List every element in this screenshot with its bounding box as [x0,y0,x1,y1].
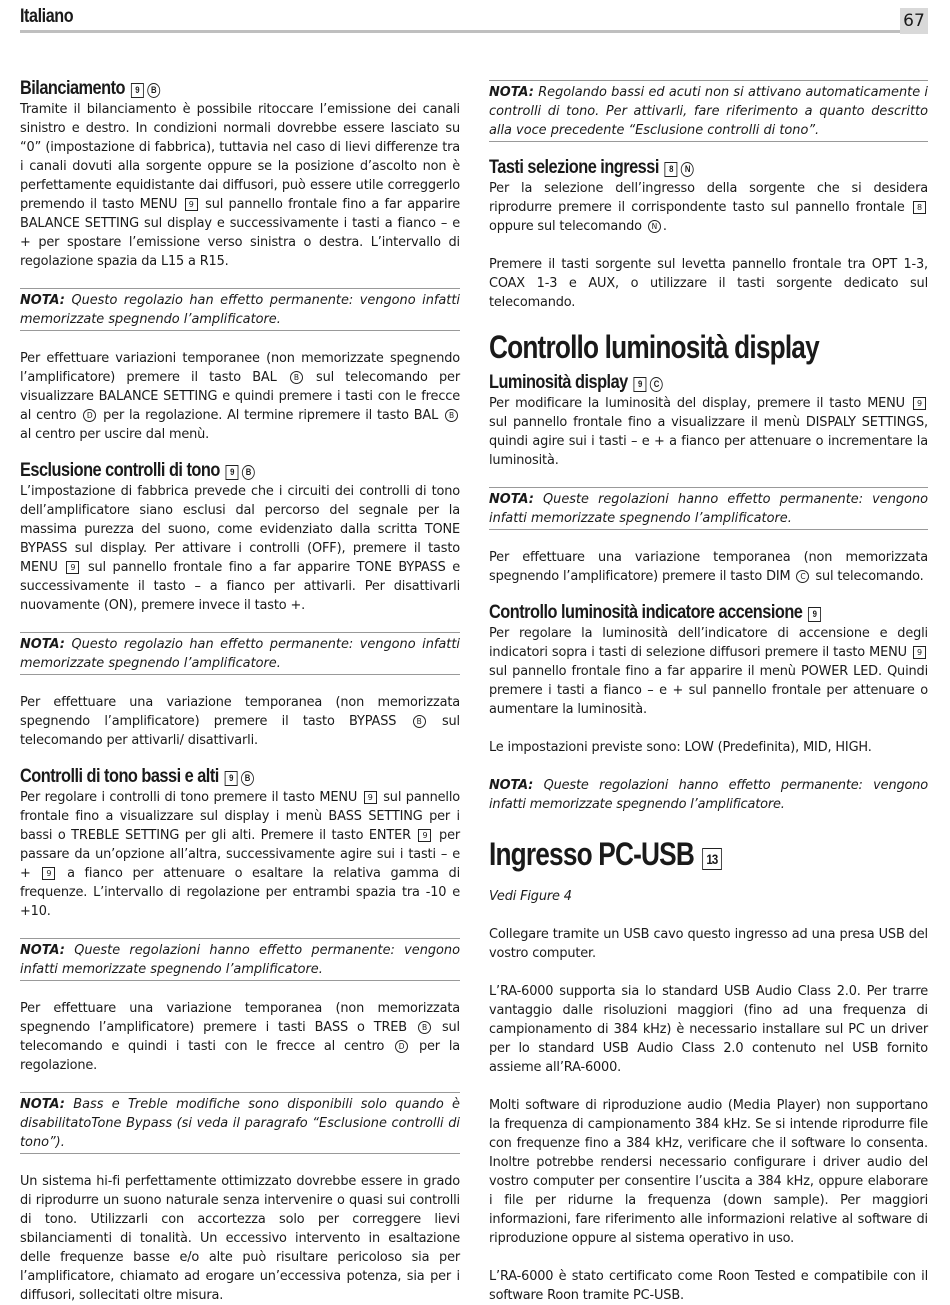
tone-bypass-temp-paragraph: Per effettuare una variazione temporanea (non memorizzata spegnendo l’amplificatore) premere il tasto BYPASS B sul telecomando per attivarli/ disattivarli. [20,695,460,748]
bass-treble-note-2: NOTA: Bass e Treble modifiche sono disponibili solo quando è disabilitatoTone Bypass (si veda il paragrafo “Esclusione controlli di tono”). [20,1092,460,1154]
ref-B: B [445,409,458,422]
hifi-paragraph: Un sistema hi-fi perfettamente ottimizzato dovrebbe essere in grado di riprodurre un suono naturale senza intervenire o quasi sui controlli di tono. Utilizzarli con accortezza solo per correggere lievi sbilanciamenti di tonalità. Un eccessivo intervento in esaltazione delle frequenze basse e/o alte può risultare pericoloso sia per l’amplificatore, chiamato ad erogare un’eccessiva potenza, sia per i diffusori, sollecitati oltre misura. [20,1174,460,1303]
power-indicator-note: NOTA: Queste regolazioni hanno effetto permanente: vengono infatti memorizzate spegnendo l’amplificatore. [489,778,928,812]
bass-treble-temp-paragraph: Per effettuare una variazione temporanea (non memorizzata spegnendo l’amplificatore) premere i tasti BASS o TREB B sul telecomando e quindi i tasti con le frecce al centro D per la regolazione. [20,1001,461,1073]
power-indicator-settings: Le impostazioni previste sono: LOW (Predefinita), MID, HIGH. [489,740,872,755]
usb-paragraph-3: Molti software di riproduzione audio (Media Player) non supportano la frequenza di campionamento 384 kHz. Se si intende riprodurre file con frequenze fino a 384 kHz, verificare che il software lo consenta. Inoltre potrebbe rendersi necessario configurare i driver audio del vostro computer per consentire l’uscita a 384 kHz, oppure elaborare i file per ridurne la frequenza (down sample). Per maggiori informazioni, fare riferimento alle informazioni relative al software di riproduzione oppure al sistema operativo in uso. [489,1098,928,1246]
tone-bypass-note: NOTA: Questo regolazio han effetto permanente: vengono infatti memorizzate spegnendo l’amplificatore. [20,632,460,675]
bass-treble-heading: Controlli di tono bassi e alti 9 B [20,766,398,788]
ref-9: 9 [185,198,198,211]
tone-activation-note: NOTA: Regolando bassi ed acuti non si attivano automaticamente i controlli di tono. Per attivarli, fare riferimento a quanto descritto alla voce precedente “Esclusione controlli di tono”. [489,80,928,142]
ref-B: B [418,1021,431,1034]
language-label: Italiano [20,6,74,27]
usb-paragraph-1: Collegare tramite un USB cavo questo ingresso ad una presa USB del vostro computer. [489,927,928,961]
input-select-heading: Tasti selezione ingressi 8 N [489,157,867,179]
ref-9: 9 [364,791,377,804]
ref-D: D [395,1040,408,1053]
header-rule [20,30,900,33]
ref-N: N [648,220,661,233]
ref-B: B [242,465,255,480]
display-brightness-paragraph: Per modificare la luminosità del display, premere il tasto MENU 9 sul pannello frontale fino a visualizzare il menù DISPALY SETTINGS, quindi agire sui i tasti – e + a fianco per attenuare o incrementare la luminosità. [489,396,928,468]
ref-B: B [290,371,303,384]
ref-D: D [83,409,96,422]
tone-bypass-heading: Esclusione controlli di tono 9 B [20,460,398,482]
input-select-paragraph: Per la selezione dell’ingresso della sorgente che si desidera riprodurre premere il corrispondente tasto sul pannello frontale 8 oppure sul telecomando N . [489,181,928,234]
right-column [489,78,928,1305]
power-indicator-paragraph: Per regolare la luminosità dell’indicatore di accensione e degli indicatori sopra i tasti di selezione diffusori premere il tasto MENU 9 sul pannello frontale fino a far apparire il menù POWER LED. Quindi premere i tasti a fianco – e + sul pannello frontale per attenuare o aumentare la luminosità. [489,626,928,717]
ref-9: 9 [131,83,144,98]
display-brightness-heading: Luminosità display 9 C [489,372,867,394]
ref-9: 9 [913,646,926,659]
ref-9: 9 [42,867,55,880]
ref-B: B [241,771,254,786]
ref-9: 9 [225,771,238,786]
balance-paragraph: Tramite il bilanciamento è possibile ritoccare l’emissione dei canali sinistro e destro. In condizioni normali dovrebbe essere lasciato su “0” (impostazione di fabbrica), tuttavia nel caso di lievi differenze tra i canali dovuti alla sorgente oppure se la posizione d’ascolto non è perfettamente equidistante dai diffusori, può essere utile correggerlo premendo il tasto MENU 9 sul pannello frontale fino a far apparire BALANCE SETTING sul display e successivamente i tasti a fianco – e + per spostare l’emissione verso sinistra o destra. L’intervallo di regolazione spazia da L15 a R15. [20,102,461,269]
ref-N: N [681,162,694,177]
balance-note: NOTA: Questo regolazio han effetto permanente: vengono infatti memorizzate spegnendo l’amplificatore. [20,288,460,331]
display-brightness-section-title: Controllo luminosità display [489,329,819,365]
ref-9: 9 [418,829,431,842]
ref-B: B [413,715,426,728]
usb-paragraph-4: L’RA-6000 è stato certificato come Roon Tested e compatibile con il software Roon tramite PC-USB. [489,1269,928,1303]
ref-9: 9 [913,397,926,410]
ref-8: 8 [665,162,678,177]
ref-9: 9 [633,377,646,392]
page-number: 67 [900,8,928,34]
display-brightness-note: NOTA: Queste regolazioni hanno effetto permanente: vengono infatti memorizzate spegnendo l’amplificatore. [489,487,928,530]
display-temp-paragraph: Per effettuare una variazione temporanea (non memorizzata spegnendo l’amplificatore) premere il tasto DIM C sul telecomando. [489,550,928,584]
bass-treble-note: NOTA: Queste regolazioni hanno effetto permanente: vengono infatti memorizzate spegnendo l’amplificatore. [20,938,460,981]
input-source-paragraph: Premere il tasti sorgente sul levetta pannello frontale tra OPT 1-3, COAX 1-3 e AUX, o utilizzare il tasti sorgente dedicato sul telecomando. [489,257,928,310]
bass-treble-paragraph: Per regolare i controlli di tono premere il tasto MENU 9 sul pannello frontale fino a visualizzare sul display i menù BASS SETTING per i bassi o TREBLE SETTING per gli alti. Premere il tasto ENTER 9 per passare da un’opzione all’altra, successivamente agire sui i tasti – e + 9 a fianco per attenuare o esaltare la relativa gamma di frequenze. L’intervallo di regolazione per entrambi spazia tra -10 e +10. [20,790,461,919]
page-header [20,4,928,32]
power-indicator-heading: Controllo luminosità indicatore accensione 9 [489,602,867,624]
left-column [20,78,460,1305]
ref-8: 8 [913,201,926,214]
usb-section-title: Ingresso PC-USB 13 [489,836,849,873]
ref-C: C [796,570,809,583]
tone-bypass-paragraph: L’impostazione di fabbrica prevede che i circuiti dei controlli di tono dell’amplificatore siano esclusi dal percorso del segnale per la massima purezza del suono, come evidenziato dalla scritta TONE BYPASS sul display. Per attivare i controlli (OFF), premere il tasto MENU 9 sul pannello frontale fino a far apparire TONE BYPASS e successivamente il tasto – a fianco per attivarli. Per disattivarli nuovamente (ON), premere invece il tasto +. [20,484,460,613]
usb-paragraph-2: L’RA-6000 supporta sia lo standard USB Audio Class 2.0. Per trarre vantaggio dalle risoluzioni maggiori (fino ad una frequenza di campionamento di 384 kHz) è necessario installare sul PC un driver per lo standard USB Audio Class 2.0 contenuto nel USB fornito assieme all’RA-6000. [489,984,928,1075]
ref-B: B [147,83,160,98]
usb-figure-ref: Vedi Figure 4 [489,889,572,904]
ref-9: 9 [226,465,239,480]
ref-9: 9 [66,561,79,574]
ref-9: 9 [808,607,821,622]
balance-temp-paragraph: Per effettuare variazioni temporanee (non memorizzate spegnendo l’amplificatore) premere il tasto BAL B sul telecomando per visualizzare BALANCE SETTING e quindi premere i tasti con le frecce al centro D per la regolazione. Al termine ripremere il tasto BAL B al centro per uscire dal menù. [20,351,460,442]
balance-heading: Bilanciamento 9 B [20,78,398,100]
ref-C: C [650,377,663,392]
ref-13: 13 [702,848,722,870]
